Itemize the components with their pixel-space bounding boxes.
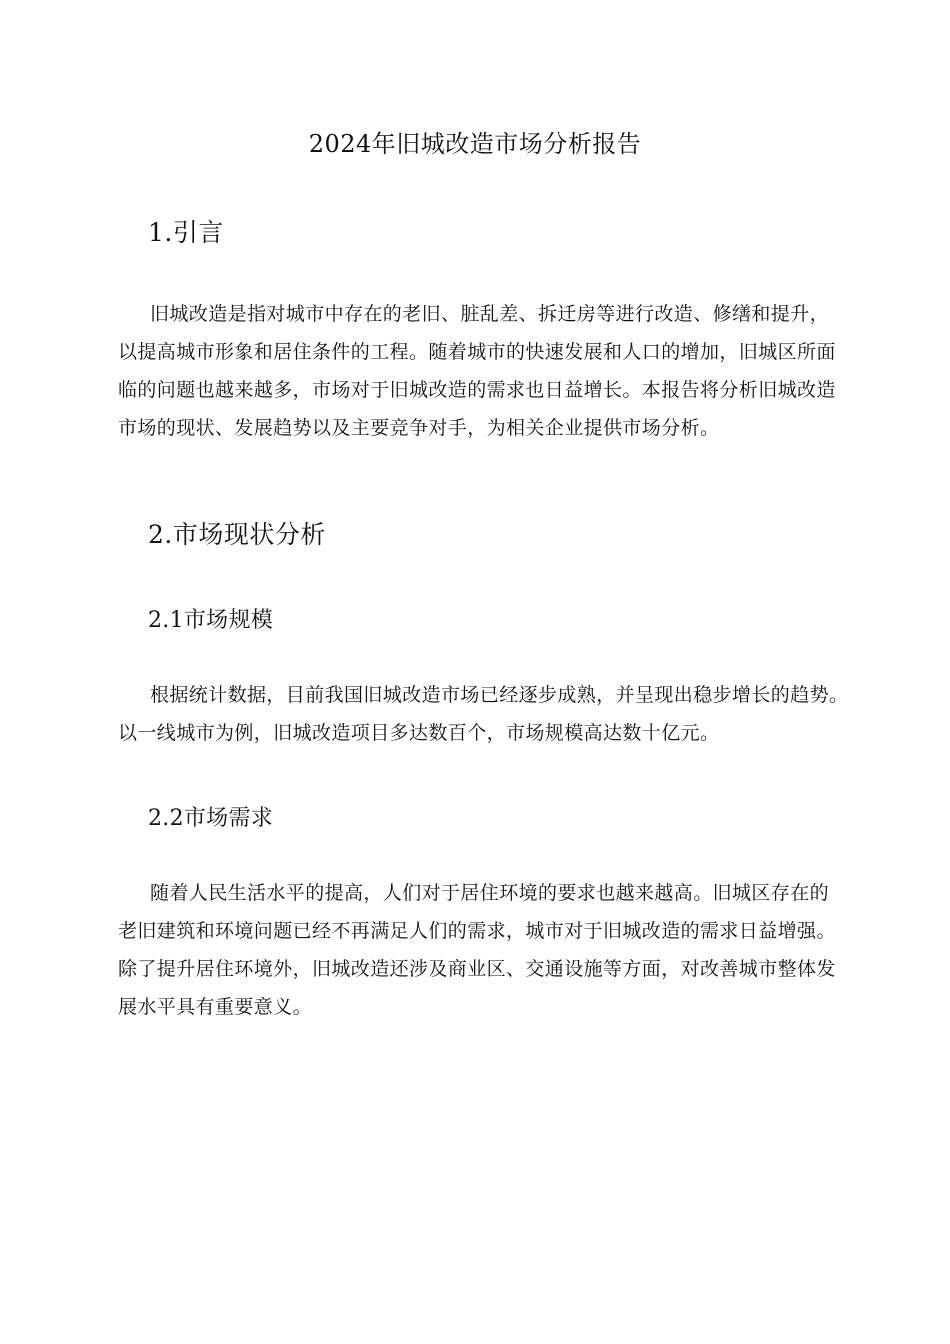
market-demand-paragraph — [118, 874, 858, 1026]
paragraph-line: 以一线城市为例，旧城改造项目多达数百个，市场规模高达数十亿元。 — [118, 722, 720, 744]
paragraph-line: 随着人民生活水平的提高，人们对于居住环境的要求也越来越高。旧城区存在的 — [150, 882, 830, 904]
section-heading-market-status: 2.市场现状分析 — [148, 520, 326, 549]
paragraph-line: 市场的现状、发展趋势以及主要竞争对手，为相关企业提供市场分析。 — [118, 417, 720, 439]
paragraph-line: 旧城改造是指对城市中存在的老旧、脏乱差、拆迁房等进行改造、修缮和提升， — [150, 303, 830, 325]
paragraph-line: 除了提升居住环境外，旧城改造还涉及商业区、交通设施等方面，对改善城市整体发 — [118, 958, 836, 980]
market-scale-paragraph — [118, 676, 858, 752]
paragraph-line: 老旧建筑和环境问题已经不再满足人们的需求，城市对于旧城改造的需求日益增强。 — [118, 920, 836, 942]
subsection-heading-market-demand: 2.2市场需求 — [148, 806, 274, 831]
intro-paragraph — [118, 295, 858, 447]
paragraph-line: 以提高城市形象和居住条件的工程。随着城市的快速发展和人口的增加，旧城区所面 — [118, 341, 836, 363]
paragraph-line: 临的问题也越来越多，市场对于旧城改造的需求也日益增长。本报告将分析旧城改造 — [118, 379, 836, 401]
paragraph-line: 展水平具有重要意义。 — [118, 996, 313, 1018]
document-title: 2024年旧城改造市场分析报告 — [308, 130, 642, 158]
paragraph-line: 根据统计数据，目前我国旧城改造市场已经逐步成熟，并呈现出稳步增长的趋势。 — [150, 684, 849, 706]
section-heading-intro: 1.引言 — [148, 218, 224, 247]
subsection-heading-market-scale: 2.1市场规模 — [148, 608, 274, 633]
